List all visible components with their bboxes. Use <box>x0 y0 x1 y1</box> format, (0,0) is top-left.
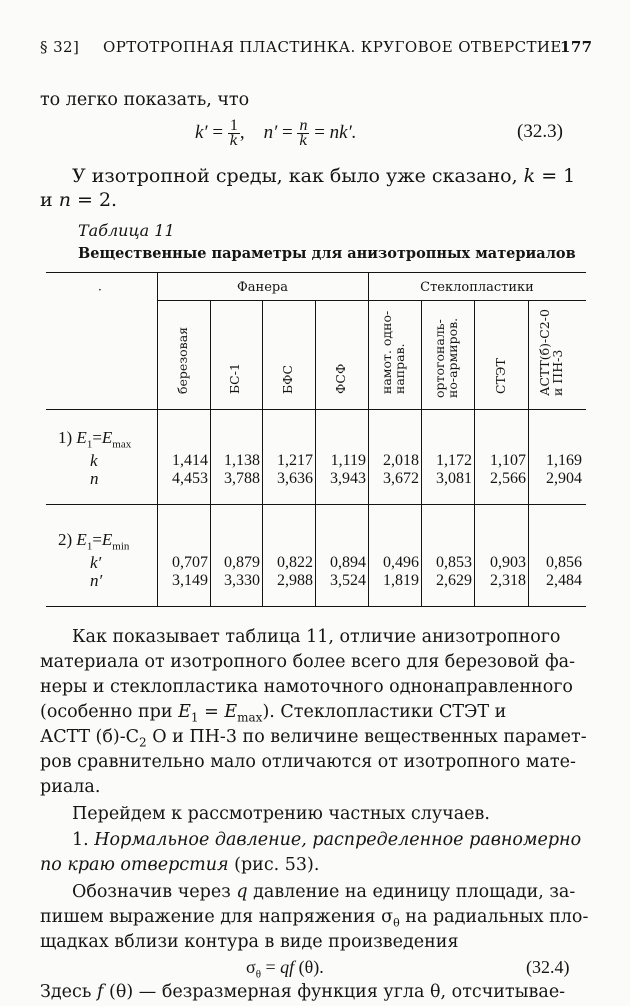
col-header-stet: СТЭТ <box>493 358 508 394</box>
running-title: ОРТОТРОПНАЯ ПЛАСТИНКА. КРУГОВОЕ ОТВЕРСТИЕ <box>103 38 562 56</box>
group-header-glassplastics: Стеклопластики <box>420 280 534 295</box>
table-label: Таблица 11 <box>78 221 175 240</box>
table-cell: 1,217 <box>277 452 313 469</box>
equation-32-4: $\sigma_\theta$ = qf (θ). <box>246 957 324 981</box>
table-cell: 0,853 <box>436 554 472 571</box>
para-table-line-7: риала. <box>40 777 101 797</box>
table-cell: 3,330 <box>224 572 260 589</box>
col-rule-5 <box>421 300 422 606</box>
para-table-line-3: неры и стеклопластика намоточного однонаправленного <box>40 677 573 697</box>
section-divider-rule <box>46 504 586 505</box>
table-cell: 3,081 <box>436 470 472 487</box>
equation-number-32-4: (32.4) <box>526 957 570 977</box>
table-cell: 2,484 <box>546 572 582 589</box>
table-cell: 3,788 <box>224 470 260 487</box>
table-cell: 1,138 <box>224 452 260 469</box>
table-cell: 1,119 <box>330 452 366 469</box>
para-q-line-2: пишем выражение для напряжения $\sigma_\theta$ на радиальных пло- <box>40 907 589 930</box>
table-cell: 1,169 <box>546 452 582 469</box>
table-cell: 1,819 <box>383 572 419 589</box>
col-header-fsf: ФСФ <box>333 363 348 394</box>
para-table-line-4: (особенно при $E_1 = E_{max}$). Стеклопластики СТЭТ и <box>40 702 507 725</box>
col-header-bfs: БФС <box>280 364 295 394</box>
table-cell: 3,149 <box>172 572 208 589</box>
para-cases: Перейдем к рассмотрению частных случаев. <box>72 804 490 824</box>
table-cell: 2,904 <box>546 470 582 487</box>
col-header-birch: березовая <box>175 326 190 394</box>
case1-title-line-1: 1. Нормальное давление, распределенное равномерно <box>72 830 582 850</box>
col-rule-7 <box>528 300 529 606</box>
equation-32-3: k′ = $\frac{1}{k}$ , n′ = $\frac{n}{k}$ = nk′. <box>195 116 357 149</box>
col-rule-0 <box>157 272 158 606</box>
page-number: 177 <box>560 38 593 56</box>
row-label-n-prime: n′ <box>90 571 103 590</box>
isotropic-line-1: У изотропной среды, как было уже сказано, k = 1 <box>72 165 576 187</box>
section1-label: 1) $E_1=E_{max}$ <box>58 428 132 451</box>
section-marker: § 32] <box>40 38 80 56</box>
table-cell: 2,566 <box>490 470 526 487</box>
section2-label: 2) $E_1=E_{min}$ <box>58 530 130 553</box>
table-cell: 4,453 <box>172 470 208 487</box>
col-header-astt: АСТТ(б)-С2-0 и ПН-3 <box>537 309 565 396</box>
last-line: Здесь f (θ) — безразмерная функция угла θ, отсчитывае- <box>40 982 566 1002</box>
col-header-wound: намот. одно- направ. <box>379 310 407 394</box>
table-cell: 2,629 <box>436 572 472 589</box>
stub-corner-mark: · <box>98 283 102 297</box>
col-rule-4 <box>368 272 369 606</box>
table-cell: 3,672 <box>383 470 419 487</box>
equation-number-32-3: (32.3) <box>517 121 563 142</box>
para-table-line-6: ров сравнительно мало отличаются от изотропного мате- <box>40 752 576 772</box>
para-table-line-1: Как показывает таблица 11, отличие анизотропного <box>72 627 561 647</box>
table-cell: 2,988 <box>277 572 313 589</box>
col-header-orthogonal: ортогональ- но-армиров. <box>432 317 460 398</box>
table-cell: 0,496 <box>383 554 419 571</box>
table-cell: 0,894 <box>330 554 366 571</box>
table-top-rule <box>46 272 586 273</box>
table-cell: 1,172 <box>436 452 472 469</box>
isotropic-line-2: и n = 2. <box>40 189 118 211</box>
row-label-k-prime: k′ <box>90 553 102 572</box>
table-cell: 2,018 <box>383 452 419 469</box>
group-header-rule <box>157 300 586 301</box>
col-rule-3 <box>315 300 316 606</box>
table-bottom-rule <box>46 606 586 607</box>
para-q-line-3: щадках вблизи контура в виде произведения <box>40 932 459 952</box>
table-cell: 1,414 <box>172 452 208 469</box>
header-bottom-rule <box>46 409 586 410</box>
table-cell: 3,524 <box>330 572 366 589</box>
table-cell: 3,636 <box>277 470 313 487</box>
table-cell: 3,943 <box>330 470 366 487</box>
col-rule-6 <box>474 300 475 606</box>
table-cell: 0,856 <box>546 554 582 571</box>
table-cell: 2,318 <box>490 572 526 589</box>
col-rule-1 <box>210 300 211 606</box>
table-cell: 1,107 <box>490 452 526 469</box>
para-table-line-5: АСТТ $(б)-С_2$ О и ПН-3 по величине вещественных парамет- <box>40 727 587 750</box>
group-header-plywood: Фанера <box>237 280 288 295</box>
para-table-line-2: материала от изотропного более всего для березовой фа- <box>40 652 575 672</box>
intro-line: то легко показать, что <box>40 90 250 110</box>
table-cell: 0,903 <box>490 554 526 571</box>
table-cell: 0,879 <box>224 554 260 571</box>
table-title: Вещественные параметры для анизотропных материалов <box>78 245 576 262</box>
table-cell: 0,707 <box>172 554 208 571</box>
col-header-bs1: БС-1 <box>227 363 242 394</box>
table-cell: 0,822 <box>277 554 313 571</box>
col-rule-2 <box>262 300 263 606</box>
para-q-line-1: Обозначив через q давление на единицу площади, за- <box>72 882 576 902</box>
case1-title-line-2: по краю отверстия (рис. 53). <box>40 855 320 875</box>
row-label-k: k <box>90 451 98 470</box>
row-label-n: n <box>90 469 99 488</box>
